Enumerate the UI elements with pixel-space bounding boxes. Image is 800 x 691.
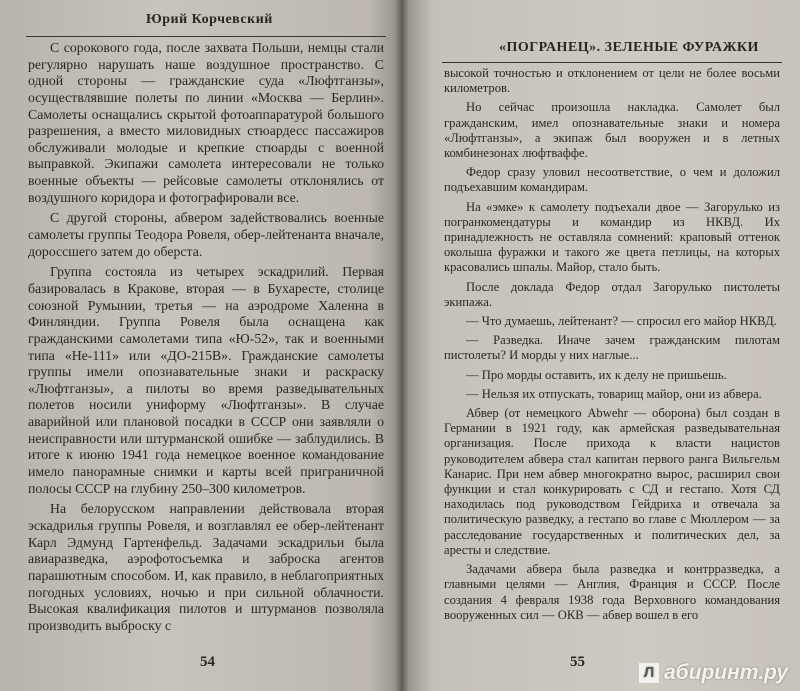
- paragraph: — Про морды оставить, их к делу не пришьешь.: [466, 367, 727, 382]
- running-header-left: Юрий Корчевский: [146, 12, 273, 27]
- paragraph: На белорусском направлении действовала вторая эскадрилья группы Ровеля, и возглавлял ее обер-лейтенант Карл Эдмунд Гартенфельд. Задачами эскадрильи была авиаразведка, аэрофотосъемка и заброска агентов парашютным способом. И, как правило, в неблагоприятных погодных условиях, ночью и при сильной облачности. Высокая квалификация пилотов и штурманов позволяла производить выброску с: [28, 501, 384, 633]
- header-rule-left: [26, 36, 386, 37]
- labirint-watermark: [639, 661, 788, 685]
- right-page: [402, 0, 800, 691]
- paragraph: — Разведка. Иначе зачем гражданским пилотам пистолеты? И морды у них наглые...: [444, 333, 780, 363]
- paragraph: Группа состояла из четырех эскадрилий. Первая базировалась в Кракове, вторая — в Бухаресте, столице союзной Румынии, третья — на аэродроме Халенна в Финляндии. Группа Ровеля была оснащена как гражданскими самолетами типа «Ю-52», так и военными типа «Не-111» или «ДО-215В». Гражданские самолеты группы имели опознавательные знаки и раскраску «Люфтганзы», а пилоты во время разведывательных полетов носили униформу «Люфтганзы». В случае аварийной или плановой посадки в СССР они заявляли о неисправности или штурманской ошибке — заблудились. В итоге к июню 1941 года немецкое военное командование имело панорамные снимки и карты всей приграничной полосы СССР на глубину 250–300 километров.: [28, 264, 384, 496]
- paragraph: Абвер (от немецкого Abwehr — оборона) был создан в Германии в 1921 году, как армейская разведывательная организация. После прихода к власти нацистов руководителем абвера стал капитан первого ранга Вильгельм Канарис. При нем абвер многократно вырос, расширил свои функции и стал конкурировать с СД и гестапо. Хотя СД находилась под руководством Гейдриха и отвечала за политическую разведку, а гестапо во главе с Мюллером — за расследование государственных и политических дел, за аресты и следствие.: [444, 406, 780, 557]
- watermark-text: абиринт.ру: [663, 661, 788, 684]
- right-body-text: [444, 66, 780, 627]
- page-number-left: 54: [200, 654, 215, 670]
- labirint-logo-icon: Л: [639, 663, 659, 683]
- paragraph: — Нельзя их отпускать, товарищ майор, они из абвера.: [466, 386, 762, 401]
- continuation-paragraph: высокой точностью и отклонением от цели не более восьми километров.: [444, 66, 780, 96]
- paragraph: После доклада Федор отдал Загорулько пистолеты экипажа.: [444, 279, 780, 309]
- header-rule-right: [442, 62, 782, 63]
- book-spine-shadow: [395, 0, 409, 691]
- paragraph: Федор сразу уловил несоответствие, о чем и доложил подъехавшим командирам.: [444, 165, 780, 195]
- paragraph: Задачами абвера была разведка и контрразведка, а главными целями — Англия, Франция и СССР. После создания 4 февраля 1938 года Верховного командования вооруженных сил — ОКВ — абвер вошел в его: [444, 562, 780, 622]
- page-number-right: 55: [570, 654, 585, 670]
- paragraph: Но сейчас произошла накладка. Самолет был гражданским, имел опознавательные знаки и номера «Люфтганзы», а экипаж был вооружен и в летных комбинезонах люфтваффе.: [444, 100, 780, 161]
- paragraph: На «эмке» к самолету подъехали двое — Загорулько из погранкомендатуры и командир из НКВД. Их принадлежность не оставляла сомнений: крапoвый оттенок околыша фуражки и такого же цвета петлицы, на которых красовались шпалы. Майор, стало быть.: [444, 199, 780, 275]
- left-body-text: [28, 40, 384, 638]
- running-header-right: «ПОГРАНЕЦ». ЗЕЛЕНЫЕ ФУРАЖКИ: [499, 40, 759, 55]
- paragraph: — Что думаешь, лейтенант? — спросил его майор НКВД.: [466, 314, 777, 329]
- paragraph: С сорокового года, после захвата Польши, немцы стали регулярно нарушать наше воздушное пространство. С одной стороны — гражданские суда «Люфтганзы», осуществлявшие полеты по линии «Москва — Берлин». Самолеты оснащались скрытой фотоаппаратурой большого разрешения, а вместо миловидных стюардесс пассажиров обслуживали молодые и крепкие стюарды с военной выправкой. Экипажи самолета интересовали не только военные объекты — рейсовые самолеты отклонялись от воздушного коридора и фотографировали все.: [28, 40, 384, 205]
- paragraph: С другой стороны, абвером задействовались военные самолеты группы Теодора Ровеля, обер-лейтенанта вначале, дороссшего затем до оберста.: [28, 210, 384, 259]
